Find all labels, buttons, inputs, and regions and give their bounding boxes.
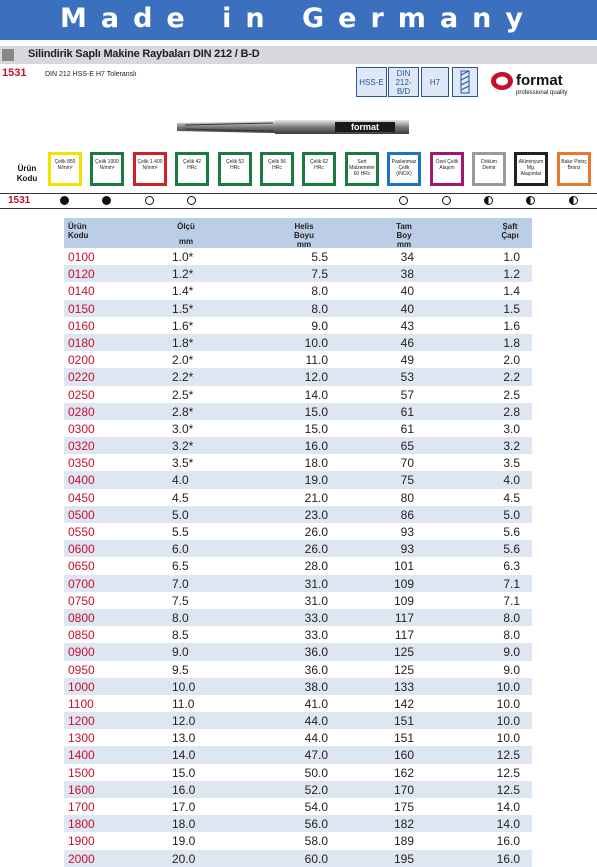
material-box (430, 152, 464, 186)
cell-flute-length: 33.0 (304, 628, 328, 643)
cell-shank-diameter: 2.0 (503, 353, 520, 368)
helix-icon (456, 70, 474, 94)
table-row (64, 437, 532, 454)
table-row (64, 798, 532, 815)
cell-flute-length: 36.0 (304, 662, 328, 677)
cell-shank-diameter: 2.8 (503, 404, 520, 419)
cell-flute-length: 58.0 (304, 834, 328, 849)
cell-shank-diameter: 4.5 (503, 490, 520, 505)
cell-size: 4.0 (172, 473, 189, 488)
material-label: Çelik 1.400 N/mm² (137, 159, 163, 171)
cell-size: 18.0 (172, 817, 196, 832)
product-code: 1531 (2, 67, 27, 79)
table-row (64, 832, 532, 849)
cell-size: 6.0 (172, 542, 189, 557)
cell-code: 0600 (68, 542, 95, 557)
cell-size: 2.2* (172, 370, 194, 385)
cell-code: 0200 (68, 353, 95, 368)
table-row (64, 695, 532, 712)
standard-badge-label: DIN 212-B/D (395, 68, 412, 96)
cell-total-length: 49 (400, 353, 414, 368)
material-label: Bakır Pirinç Bronz (561, 159, 587, 171)
cell-code: 0150 (68, 301, 95, 316)
cell-total-length: 109 (393, 576, 414, 591)
cell-shank-diameter: 2.2 (503, 370, 520, 385)
cell-code: 0800 (68, 610, 95, 625)
material-code-row (0, 193, 597, 209)
cell-total-length: 117 (394, 628, 414, 643)
cell-size: 6.5 (172, 559, 189, 574)
cell-total-length: 125 (393, 645, 414, 660)
table-row (64, 523, 532, 540)
cell-code: 0750 (68, 593, 95, 608)
cell-size: 15.0 (172, 765, 196, 780)
cell-size: 3.2* (172, 439, 194, 454)
cell-size: 1.8* (172, 335, 194, 350)
cell-size: 2.0* (172, 353, 194, 368)
table-row (64, 850, 532, 867)
product-title: Silindirik Saplı Makine Raybaları DIN 212 / B-D (28, 48, 260, 60)
top-banner (0, 0, 597, 40)
cell-size: 2.8* (172, 404, 194, 419)
cell-total-length: 162 (393, 765, 414, 780)
cell-size: 7.5 (172, 593, 189, 608)
cell-shank-diameter: 5.0 (503, 507, 520, 522)
cell-code: 0320 (68, 439, 95, 454)
suitability-full-icon (60, 196, 69, 205)
header-size-unit: mm (178, 237, 194, 246)
cell-flute-length: 31.0 (304, 593, 328, 608)
suitability-half-icon (484, 196, 493, 205)
cell-flute-length: 10.0 (304, 335, 328, 350)
cell-total-length: 80 (400, 490, 414, 505)
cell-size: 10.0 (172, 679, 196, 694)
header-flute-label: Helis Boyu (294, 222, 314, 240)
standard-badge-h7 (421, 67, 449, 97)
cell-total-length: 133 (393, 679, 414, 694)
cell-flute-length: 5.5 (311, 250, 328, 264)
table-row (64, 643, 532, 660)
cell-total-length: 93 (400, 525, 414, 539)
standard-badge-hss (356, 67, 387, 97)
cell-code: 1300 (68, 731, 95, 746)
tolerance-note: DIN 212 HSS-E H7 Toleranslı (45, 71, 137, 78)
cell-total-length: 43 (400, 318, 414, 333)
material-label: Çelik 850 N/mm² (54, 159, 76, 171)
cell-size: 4.5 (172, 490, 189, 505)
cell-size: 8.5 (172, 628, 189, 643)
material-box (48, 152, 82, 186)
cell-shank-diameter: 3.5 (503, 456, 520, 471)
banner-title: Made in Germany (60, 3, 537, 34)
standard-badge-label: H7 (429, 77, 441, 87)
header-total-unit: mm (396, 240, 412, 249)
cell-flute-length: 14.0 (304, 387, 328, 402)
cell-code: 2000 (68, 851, 95, 866)
cell-flute-length: 50.0 (304, 765, 328, 780)
cell-shank-diameter: 10.0 (496, 679, 520, 694)
material-row-code: 1531 (8, 195, 31, 206)
cell-size: 1.4* (172, 284, 194, 299)
cell-shank-diameter: 12.5 (496, 748, 520, 763)
table-row (64, 386, 532, 403)
table-row (64, 248, 532, 265)
header-size (172, 222, 200, 246)
table-row (64, 746, 532, 763)
cell-size: 16.0 (172, 782, 196, 797)
cell-total-length: 61 (400, 404, 414, 419)
table-row (64, 609, 532, 626)
cell-total-length: 160 (393, 748, 414, 763)
material-label: Döküm Demir (481, 159, 497, 171)
cell-flute-length: 38.0 (304, 679, 328, 694)
standard-badge-label: HSS-E (359, 77, 384, 87)
material-label: Alüminyum Mg. Alaşımlar (518, 159, 544, 177)
material-box (514, 152, 548, 186)
cell-shank-diameter: 3.2 (503, 439, 520, 454)
cell-size: 11.0 (172, 696, 195, 711)
material-label: Paslanmaz Çelik (INOX) (391, 159, 417, 177)
table-row (64, 454, 532, 471)
table-row (64, 712, 532, 729)
cell-shank-diameter: 6.3 (503, 559, 520, 574)
table-row (64, 489, 532, 506)
material-box (302, 152, 336, 186)
header-size-label: Ölçü (177, 222, 195, 231)
cell-size: 9.0 (172, 645, 189, 660)
cell-shank-diameter: 8.0 (503, 610, 520, 625)
cell-flute-length: 36.0 (304, 645, 328, 660)
cell-size: 19.0 (172, 834, 196, 849)
material-box (90, 152, 124, 186)
table-row (64, 265, 532, 282)
suitability-open-icon (145, 196, 154, 205)
cell-total-length: 101 (393, 559, 414, 574)
cell-size: 17.0 (172, 800, 196, 814)
cell-code: 1500 (68, 765, 95, 780)
cell-size: 9.5 (172, 662, 189, 677)
cell-total-length: 182 (393, 817, 414, 832)
material-box (387, 152, 421, 186)
cell-flute-length: 44.0 (304, 714, 328, 729)
cell-code: 0160 (68, 318, 95, 333)
cell-code: 0220 (68, 370, 95, 385)
standard-badge-din (388, 67, 419, 97)
cell-total-length: 125 (393, 662, 414, 677)
cell-shank-diameter: 7.1 (503, 593, 520, 608)
cell-size: 1.5* (172, 301, 194, 316)
cell-code: 0250 (68, 387, 95, 402)
table-row (64, 420, 532, 437)
cell-shank-diameter: 1.2 (503, 267, 520, 282)
suitability-half-icon (569, 196, 578, 205)
cell-code: 0350 (68, 456, 95, 471)
cell-size: 14.0 (172, 748, 196, 763)
cell-code: 0650 (68, 559, 95, 574)
cell-shank-diameter: 1.5 (503, 301, 520, 316)
cell-size: 8.0 (172, 610, 189, 625)
cell-total-length: 65 (400, 439, 414, 454)
table-row (64, 334, 532, 351)
cell-total-length: 70 (400, 456, 414, 471)
cell-shank-diameter: 9.0 (503, 645, 520, 660)
cell-flute-length: 15.0 (304, 421, 328, 436)
header-shank: Şaft Çapı (501, 222, 519, 240)
brand-tagline: professional quality (516, 90, 568, 96)
material-box (133, 152, 167, 186)
cell-size: 1.0* (172, 250, 194, 264)
cell-code: 0120 (68, 267, 95, 282)
table-header (64, 218, 532, 248)
cell-shank-diameter: 1.4 (503, 284, 520, 299)
cell-shank-diameter: 14.0 (496, 817, 520, 832)
cell-flute-length: 26.0 (304, 525, 328, 539)
suitability-open-icon (187, 196, 196, 205)
table-row (64, 403, 532, 420)
material-label: Çelik 62 HRc (309, 159, 329, 171)
table-row (64, 781, 532, 798)
cell-total-length: 61 (400, 421, 414, 436)
header-flute-unit: mm (296, 240, 312, 249)
cell-flute-length: 60.0 (304, 851, 328, 866)
cell-size: 5.5 (172, 525, 189, 539)
cell-shank-diameter: 9.0 (503, 662, 520, 677)
cell-size: 1.2* (172, 267, 194, 282)
cell-shank-diameter: 1.6 (503, 318, 520, 333)
cell-code: 0280 (68, 404, 95, 419)
cell-shank-diameter: 1.0 (503, 250, 520, 264)
cell-code: 0900 (68, 645, 95, 660)
suitability-open-icon (399, 196, 408, 205)
cell-shank-diameter: 16.0 (496, 834, 520, 849)
table-row (64, 729, 532, 746)
cell-shank-diameter: 10.0 (496, 696, 520, 711)
cell-flute-length: 26.0 (304, 542, 328, 557)
suitability-half-icon (526, 196, 535, 205)
cell-flute-length: 56.0 (304, 817, 328, 832)
header-flute (286, 222, 322, 249)
cell-shank-diameter: 5.6 (503, 542, 520, 557)
cell-size: 3.5* (172, 456, 194, 471)
cell-code: 0180 (68, 335, 95, 350)
table-row (64, 317, 532, 334)
cell-shank-diameter: 8.0 (503, 628, 520, 643)
cell-code: 0700 (68, 576, 95, 591)
cell-code: 1600 (68, 782, 95, 797)
material-label: Özel Çelik Alaşım (435, 159, 459, 171)
cell-size: 13.0 (172, 731, 196, 746)
cell-total-length: 109 (393, 593, 414, 608)
cell-size: 20.0 (172, 851, 196, 866)
material-box (472, 152, 506, 186)
table-row (64, 351, 532, 368)
cell-shank-diameter: 10.0 (496, 714, 520, 729)
cell-flute-length: 28.0 (304, 559, 328, 574)
cell-code: 1800 (68, 817, 95, 832)
cell-total-length: 195 (393, 851, 414, 866)
cell-total-length: 117 (394, 610, 414, 625)
cell-flute-length: 16.0 (304, 439, 328, 454)
cell-code: 1200 (68, 714, 95, 729)
cell-code: 0400 (68, 473, 95, 488)
table-row (64, 678, 532, 695)
material-label: Çelik 56 HRc (267, 159, 287, 171)
cell-code: 0100 (68, 250, 95, 264)
cell-shank-diameter: 12.5 (496, 782, 520, 797)
cell-flute-length: 8.0 (311, 284, 328, 299)
cell-code: 0500 (68, 507, 95, 522)
header-total-label: Tam Boy (396, 222, 412, 240)
cell-shank-diameter: 1.8 (503, 335, 520, 350)
cell-flute-length: 7.5 (311, 267, 328, 282)
table-row (64, 471, 532, 488)
material-box (557, 152, 591, 186)
header-total (390, 222, 418, 249)
material-label: Çelik 52 HRc (225, 159, 245, 171)
cell-shank-diameter: 2.5 (503, 387, 520, 402)
cell-total-length: 34 (400, 250, 414, 264)
cell-flute-length: 52.0 (304, 782, 328, 797)
cell-code: 1900 (68, 834, 95, 849)
material-box (218, 152, 252, 186)
materials-header: Ürün Kodu (16, 164, 38, 183)
material-box (175, 152, 209, 186)
cell-total-length: 40 (400, 284, 414, 299)
cell-total-length: 142 (393, 696, 414, 711)
cell-total-length: 57 (400, 387, 414, 402)
cell-code: 1000 (68, 679, 95, 694)
cell-shank-diameter: 4.0 (503, 473, 520, 488)
suitability-full-icon (102, 196, 111, 205)
table-row (64, 815, 532, 832)
tool-brand-marking: format (350, 122, 380, 132)
cell-size: 5.0 (172, 507, 189, 522)
cell-code: 1400 (68, 748, 95, 763)
cell-flute-length: 12.0 (304, 370, 328, 385)
material-label: Sert Malzemeler 60 HRc (349, 159, 375, 177)
brand-name: format (516, 72, 563, 89)
material-box (260, 152, 294, 186)
cell-flute-length: 11.0 (305, 353, 328, 368)
cell-flute-length: 9.0 (311, 318, 328, 333)
cell-code: 0140 (68, 284, 95, 299)
cell-flute-length: 33.0 (304, 610, 328, 625)
cell-shank-diameter: 10.0 (496, 731, 520, 746)
cell-flute-length: 41.0 (304, 696, 328, 711)
cell-total-length: 175 (393, 800, 414, 814)
material-box (345, 152, 379, 186)
cell-flute-length: 47.0 (304, 748, 328, 763)
table-row (64, 282, 532, 299)
cell-shank-diameter: 7.1 (503, 576, 520, 591)
cell-total-length: 189 (393, 834, 414, 849)
cell-code: 0850 (68, 628, 95, 643)
cell-code: 1100 (68, 696, 94, 711)
cell-total-length: 151 (393, 731, 414, 746)
header-code: Ürün Kodu (68, 222, 89, 240)
cell-total-length: 46 (400, 335, 414, 350)
material-label: Çelik 1000 N/mm² (95, 159, 119, 171)
cell-code: 1700 (68, 800, 95, 814)
cell-code: 0450 (68, 490, 95, 505)
cell-shank-diameter: 12.5 (496, 765, 520, 780)
table-row (64, 764, 532, 781)
cell-size: 12.0 (172, 714, 196, 729)
table-row (64, 661, 532, 678)
cell-total-length: 151 (393, 714, 414, 729)
cell-shank-diameter: 16.0 (496, 851, 520, 866)
cell-flute-length: 23.0 (304, 507, 328, 522)
cell-flute-length: 18.0 (304, 456, 328, 471)
table-row (64, 592, 532, 609)
table-row (64, 506, 532, 523)
cell-total-length: 40 (400, 301, 414, 316)
table-row (64, 575, 532, 592)
cell-total-length: 93 (400, 542, 414, 557)
format-logo (489, 70, 597, 98)
cell-flute-length: 44.0 (304, 731, 328, 746)
cell-size: 1.6* (172, 318, 194, 333)
table-row (64, 557, 532, 574)
table-row (64, 626, 532, 643)
cell-shank-diameter: 3.0 (503, 421, 520, 436)
size-table-body (64, 248, 532, 867)
cell-shank-diameter: 14.0 (496, 800, 520, 814)
cell-flute-length: 31.0 (304, 576, 328, 591)
cell-total-length: 53 (400, 370, 414, 385)
cell-code: 0300 (68, 421, 95, 436)
cell-total-length: 75 (400, 473, 414, 488)
cell-flute-length: 21.0 (304, 490, 328, 505)
cell-total-length: 86 (400, 507, 414, 522)
cell-size: 2.5* (172, 387, 194, 402)
table-row (64, 540, 532, 557)
suitability-open-icon (442, 196, 451, 205)
cell-code: 0550 (68, 525, 95, 539)
flute-helix-icon (452, 67, 478, 97)
product-header-bar (0, 46, 597, 64)
cell-total-length: 170 (393, 782, 414, 797)
section-marker (2, 49, 14, 61)
reamer-tool-image (175, 114, 411, 140)
cell-code: 0950 (68, 662, 95, 677)
cell-flute-length: 15.0 (304, 404, 328, 419)
cell-size: 7.0 (172, 576, 189, 591)
cell-flute-length: 54.0 (304, 800, 328, 814)
table-row (64, 368, 532, 385)
material-label: Çelik 42 HRc (182, 159, 202, 171)
cell-shank-diameter: 5.6 (503, 525, 520, 539)
cell-size: 3.0* (172, 421, 194, 436)
cell-flute-length: 19.0 (304, 473, 328, 488)
cell-total-length: 38 (400, 267, 414, 282)
table-row (64, 300, 532, 317)
cell-flute-length: 8.0 (311, 301, 328, 316)
